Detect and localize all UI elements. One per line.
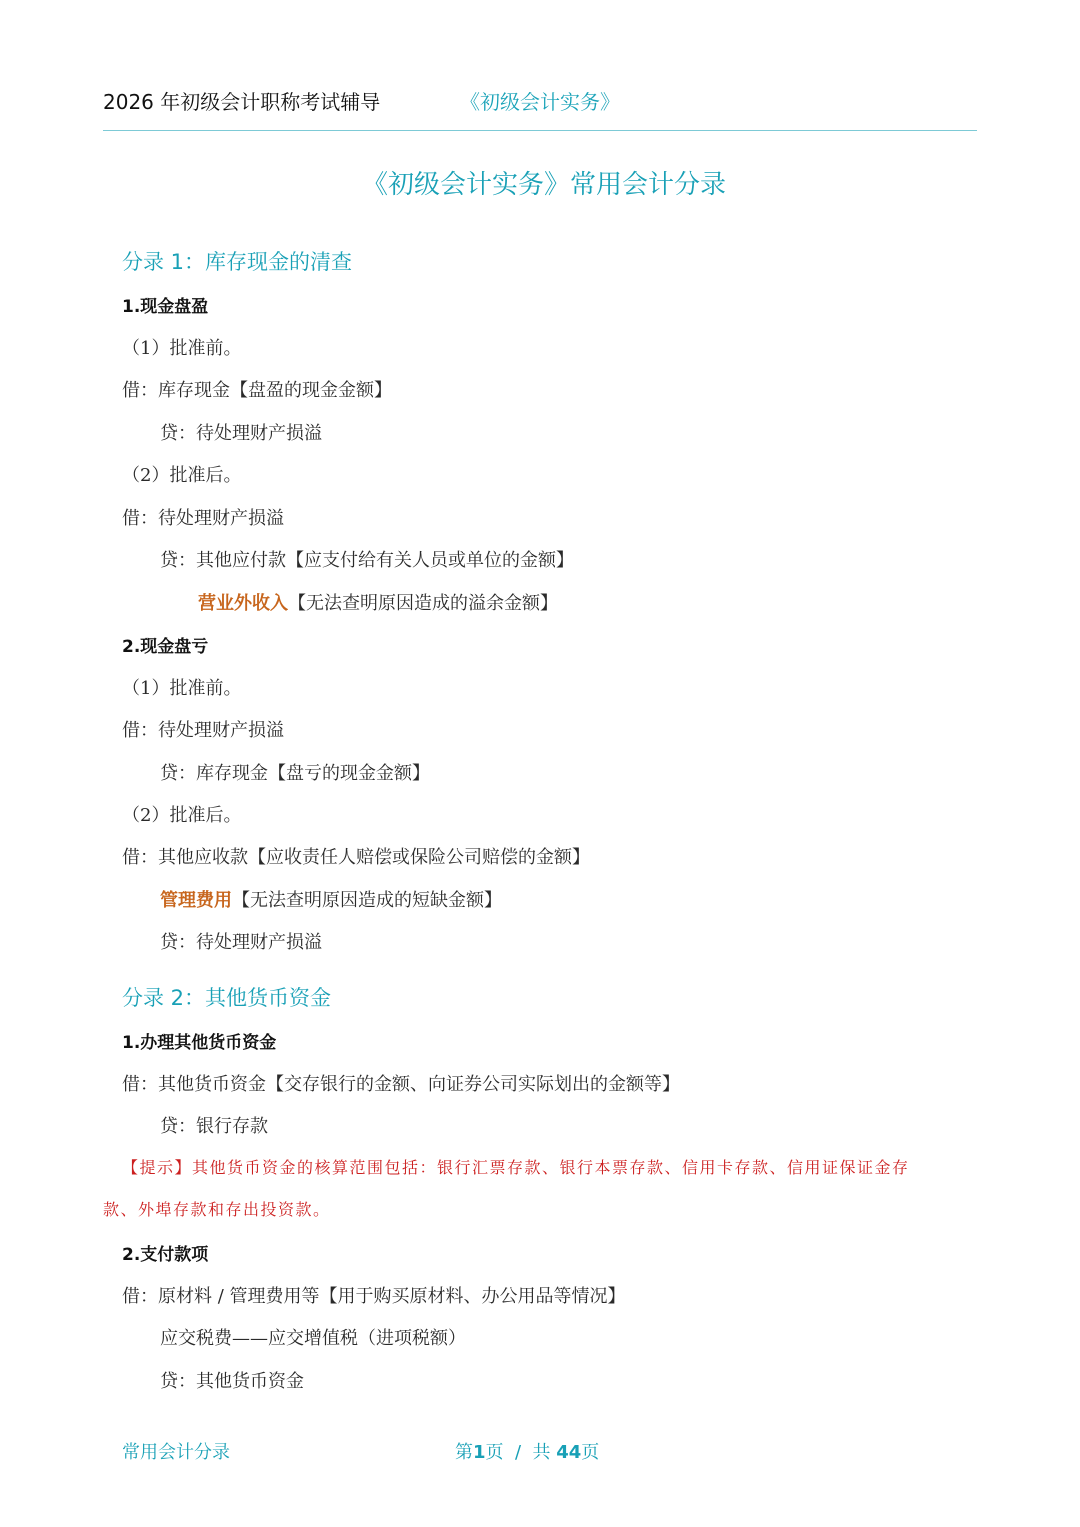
- section-2-sub-2: 2.支付款项: [122, 1245, 209, 1265]
- s2-credit-1: 贷：库存现金【盘亏的现金金额】: [160, 763, 430, 784]
- footer-page-indicator: 第1页 / 共 44页: [455, 1442, 600, 1463]
- s1-credit-3-account: 营业外收入: [198, 593, 288, 614]
- s2-debit-3-note: 【无法查明原因造成的短缺金额】: [232, 890, 502, 911]
- page-total: 44: [556, 1442, 582, 1463]
- s4-debit-2: 应交税费——应交增值税（进项税额）: [160, 1328, 466, 1349]
- s1-credit-2: 贷：其他应付款【应支付给有关人员或单位的金额】: [160, 550, 574, 571]
- s1-credit-1: 贷：待处理财产损溢: [160, 423, 322, 444]
- s1-debit-1: 借：库存现金【盘盈的现金金额】: [122, 380, 392, 401]
- s1-debit-2: 借：待处理财产损溢: [122, 508, 284, 529]
- s2-debit-3-account: 管理费用: [160, 890, 232, 911]
- page-header: [103, 86, 977, 120]
- s2-credit-2: 贷：待处理财产损溢: [160, 932, 322, 953]
- s1-before-approval: （1）批准前。: [122, 338, 242, 359]
- s1-after-approval: （2）批准后。: [122, 465, 242, 486]
- s1-credit-3: [198, 589, 558, 615]
- s4-credit-1: 贷：其他货币资金: [160, 1371, 304, 1392]
- footer-doc-name: 常用会计分录: [122, 1442, 230, 1463]
- s3-debit-1: 借：其他货币资金【交存银行的金额、向证券公司实际划出的金额等】: [122, 1074, 680, 1095]
- s4-debit-1: 借：原材料 / 管理费用等【用于购买原材料、办公用品等情况】: [122, 1286, 626, 1307]
- section-1-sub-1: 1.现金盘盈: [122, 297, 209, 317]
- s2-before-approval: （1）批准前。: [122, 678, 242, 699]
- section-1-sub-2: 2.现金盘亏: [122, 637, 209, 657]
- s2-debit-3: [160, 886, 502, 912]
- s2-debit-1: 借：待处理财产损溢: [122, 720, 284, 741]
- section-2-sub-1: 1.办理其他货币资金: [122, 1033, 277, 1053]
- s3-credit-1: 贷：银行存款: [160, 1116, 268, 1137]
- s2-after-approval: （2）批准后。: [122, 805, 242, 826]
- header-book-title: 《初级会计实务》: [460, 90, 620, 114]
- header-course-title: 2026 年初级会计职称考试辅导: [103, 90, 381, 114]
- section-1-heading: 分录 1：库存现金的清查: [122, 250, 353, 274]
- s2-debit-2: 借：其他应收款【应收责任人赔偿或保险公司赔偿的金额】: [122, 847, 590, 868]
- section-2-heading: 分录 2：其他货币资金: [122, 986, 332, 1010]
- tip-line-1: 【提示】其他货币资金的核算范围包括：银行汇票存款、银行本票存款、信用卡存款、信用证保证金存: [122, 1158, 910, 1177]
- page-number: 1: [473, 1442, 486, 1463]
- s1-credit-3-note: 【无法查明原因造成的溢余金额】: [288, 593, 558, 614]
- document-title: 《初级会计实务》常用会计分录: [361, 170, 726, 200]
- tip-line-2: 款、外埠存款和存出投资款。: [103, 1200, 331, 1219]
- header-divider: [103, 130, 977, 131]
